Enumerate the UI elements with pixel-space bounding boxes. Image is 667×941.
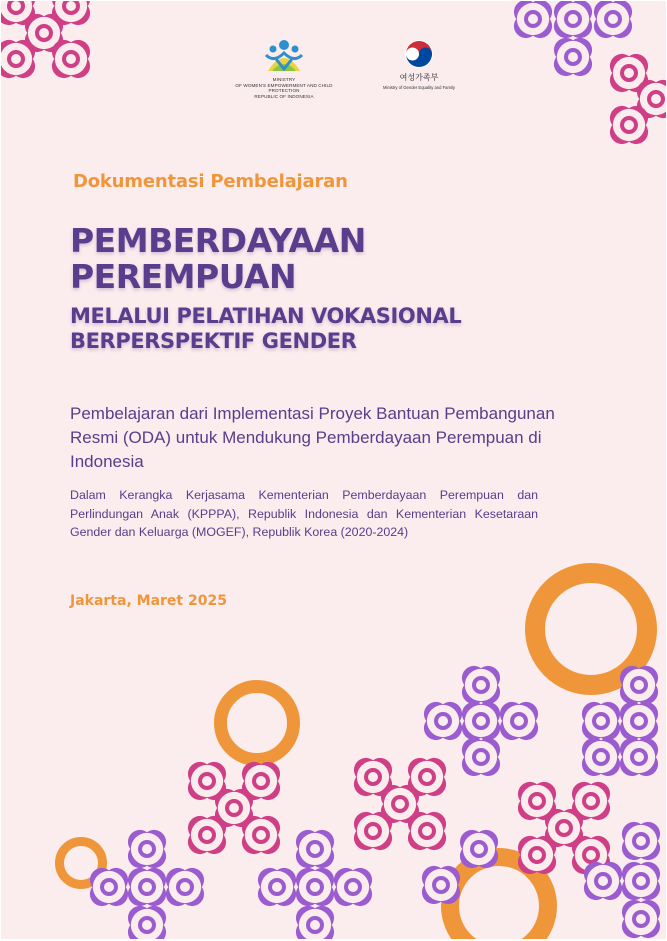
flower-ornament <box>462 738 500 776</box>
flower-ornament <box>90 868 128 906</box>
kpppa-logo <box>231 37 337 99</box>
main-title-line-1: PEMBERDAYAAN <box>70 221 366 260</box>
flower-ornament <box>584 862 622 900</box>
ring-ornament <box>221 687 294 760</box>
flower-ornament <box>424 702 462 740</box>
mogef-korean-name: 여성가족부 <box>399 73 439 82</box>
flower-ornament <box>460 830 498 868</box>
mogef-english-name: Ministry of Gender Equality and Family <box>383 85 455 90</box>
flower-ornament <box>128 868 166 906</box>
place-date: Jakarta, Maret 2025 <box>70 593 227 609</box>
sub-title <box>70 304 461 354</box>
mogef-logo <box>374 39 464 90</box>
document-label: Dokumentasi Pembelajaran <box>73 171 348 192</box>
flower-ornament <box>620 738 658 776</box>
flower-ornament <box>296 906 334 939</box>
flower-ornament <box>462 666 500 704</box>
flower-ornament <box>166 868 204 906</box>
logo-bar <box>231 37 461 107</box>
sub-title-line-2: BERPERSPEKTIF GENDER <box>70 329 357 353</box>
flower-ornament <box>500 702 538 740</box>
flower-ornament <box>296 868 334 906</box>
flower-ornament <box>296 830 334 868</box>
flower-ornament <box>381 785 419 823</box>
kpppa-emblem-icon <box>262 37 306 77</box>
cover-page <box>1 1 666 939</box>
flower-ornament <box>622 822 660 860</box>
flower-ornament <box>215 789 253 827</box>
flower-ornament <box>622 900 660 938</box>
main-title-line-2: PEREMPUAN <box>70 257 297 296</box>
flower-ornament <box>622 862 660 900</box>
description: Pembelajaran dari Implementasi Proyek Bantuan Pembangunan Resmi (ODA) untuk Mendukung Pemberdayaan Perempuan di Indonesia <box>70 404 555 471</box>
flower-ornament <box>462 702 500 740</box>
flower-ornament <box>554 1 592 38</box>
flower-ornament <box>128 906 166 939</box>
kpppa-line-2: OF WOMEN'S EMPOWERMENT AND CHILD PROTECTION <box>235 82 333 94</box>
flower-ornament <box>52 40 90 78</box>
flower-ornament <box>52 1 90 25</box>
flower-ornament <box>545 809 583 847</box>
flower-ornament <box>554 38 592 76</box>
flower-ornament <box>620 666 658 704</box>
sub-title-line-1: MELALUI PELATIHAN VOKASIONAL <box>70 304 462 328</box>
flower-ornament <box>1 40 35 78</box>
taegeuk-icon <box>404 39 434 69</box>
flower-ornament <box>582 738 620 776</box>
kpppa-line-1: MINISTRY <box>272 77 296 82</box>
flower-ornament <box>422 866 460 904</box>
kpppa-line-3: REPUBLIC OF INDONESIA <box>254 93 314 99</box>
flower-ornament <box>594 1 632 38</box>
flower-ornament <box>514 1 552 38</box>
main-title <box>70 223 366 295</box>
flower-ornament <box>610 106 648 144</box>
flower-ornament <box>258 868 296 906</box>
flower-ornament <box>128 830 166 868</box>
flower-ornament <box>334 868 372 906</box>
cooperation-context: Dalam Kerangka Kerjasama Kementerian Pemberdayaan Perempuan dan Perlindungan Anak (KPPPA), Republik Indonesia dan Kementerian Kesetaraan Gender dan Keluarga (MOGEF), Republik Korea (2020-2024) <box>70 488 538 539</box>
flower-ornament <box>582 702 620 740</box>
flower-ornament <box>620 702 658 740</box>
